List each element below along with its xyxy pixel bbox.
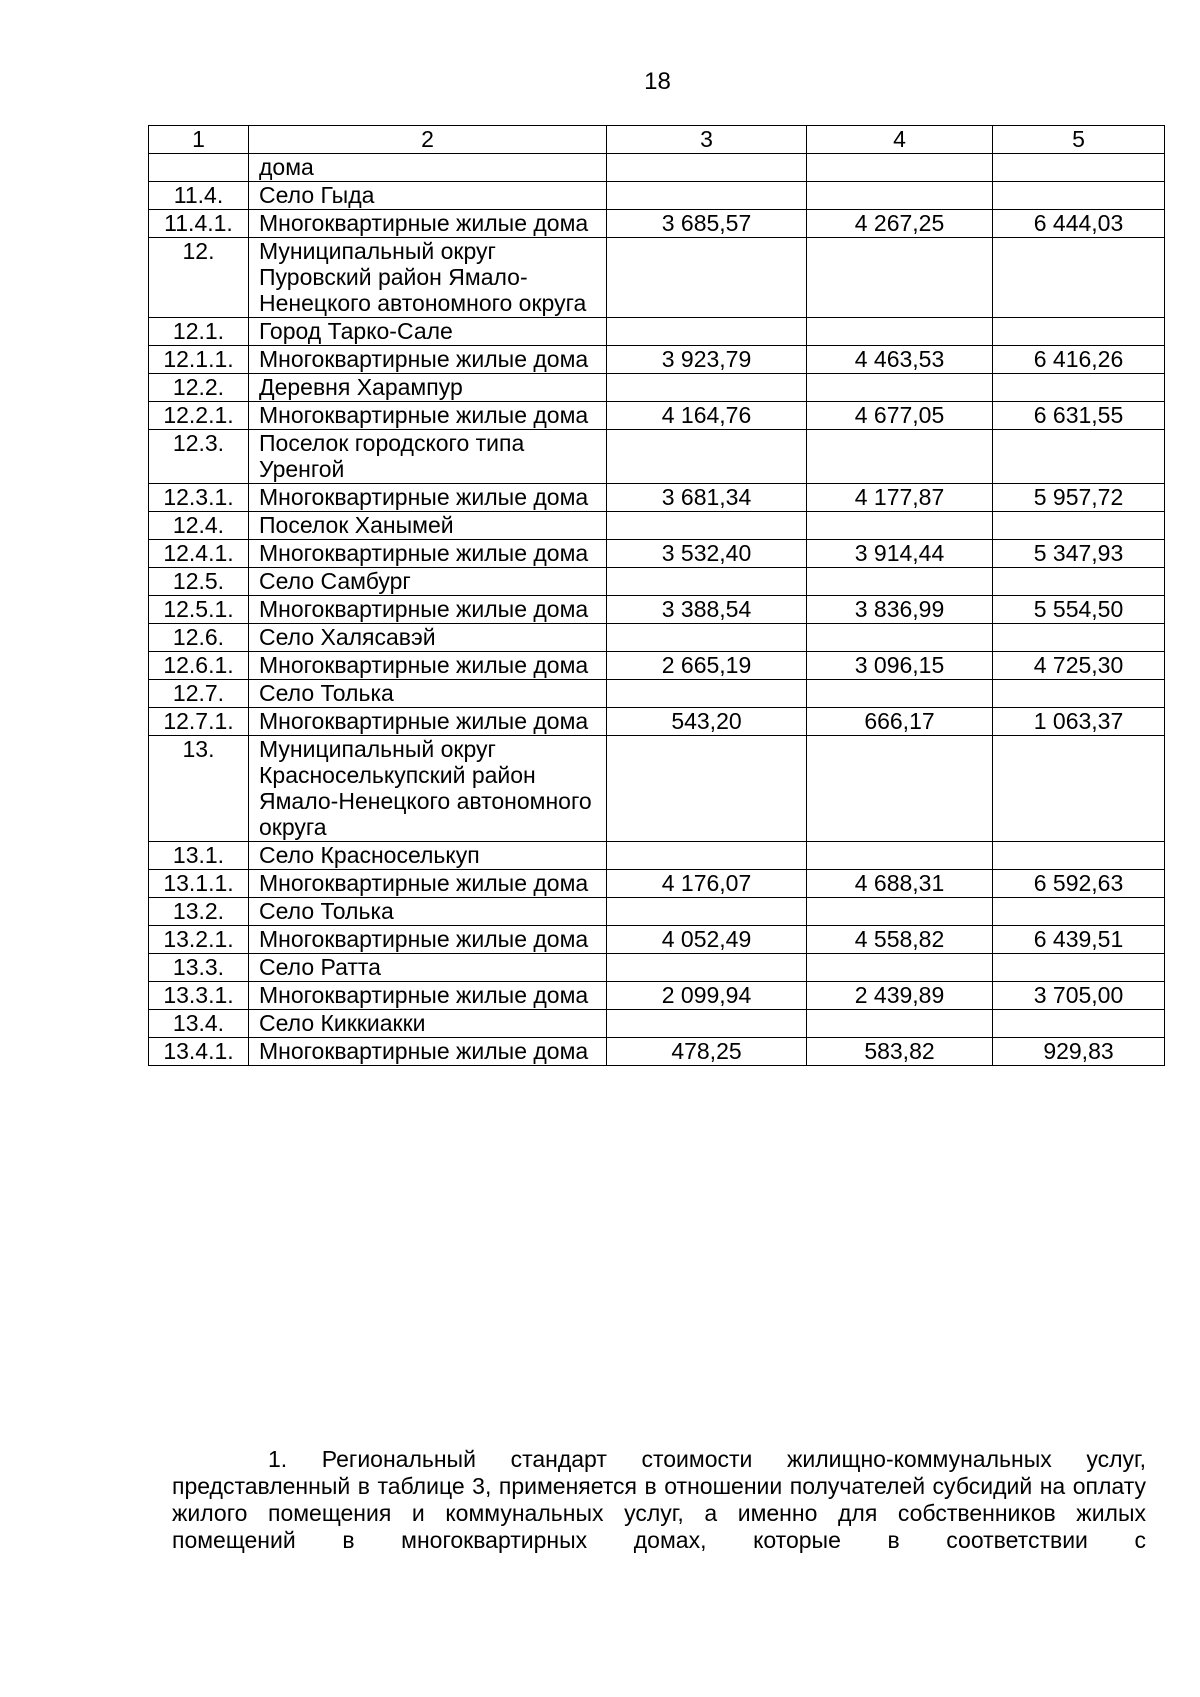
row-name-cell: Муниципальный округ Пуровский район Ямало-Ненецкого автономного округа: [249, 238, 607, 318]
footnote-text: 1. Региональный стандарт стоимости жилищно-коммунальных услуг, представленный в таблице 3, применяется в отношении получателей субсидий на оплату жилого помещения и коммунальных услуг, а именно для собственников жилых помещений в многоквартирных домах, которые в соответствии с: [172, 1446, 1146, 1553]
row-number-cell: 12.4.: [149, 512, 249, 540]
row-value-cell-4: 3 914,44: [807, 540, 993, 568]
row-value-cell-3: [607, 898, 807, 926]
table-row: [149, 680, 1165, 708]
table-row: [149, 512, 1165, 540]
table-row: [149, 374, 1165, 402]
row-number-cell: [149, 154, 249, 182]
row-number-cell: 13.4.1.: [149, 1038, 249, 1066]
row-name-cell: Село Гыда: [249, 182, 607, 210]
row-value-cell-5: [993, 512, 1165, 540]
table-row: [149, 954, 1165, 982]
row-value-cell-5: [993, 318, 1165, 346]
row-number-cell: 11.4.1.: [149, 210, 249, 238]
row-name-cell: Село Киккиакки: [249, 1010, 607, 1038]
row-value-cell-4: [807, 624, 993, 652]
table-row: [149, 210, 1165, 238]
row-number-cell: 13.3.1.: [149, 982, 249, 1010]
row-value-cell-4: [807, 182, 993, 210]
row-value-cell-5: 6 592,63: [993, 870, 1165, 898]
row-value-cell-5: [993, 568, 1165, 596]
row-name-cell: Село Красноселькуп: [249, 842, 607, 870]
row-name-cell: Многоквартирные жилые дома: [249, 402, 607, 430]
row-value-cell-3: [607, 1010, 807, 1038]
row-value-cell-5: [993, 624, 1165, 652]
row-value-cell-3: [607, 374, 807, 402]
row-value-cell-3: 478,25: [607, 1038, 807, 1066]
table-row: [149, 430, 1165, 484]
row-name-cell: Село Самбург: [249, 568, 607, 596]
row-value-cell-5: [993, 954, 1165, 982]
row-number-cell: 12.6.1.: [149, 652, 249, 680]
header-cell: 5: [993, 126, 1165, 154]
row-value-cell-5: [993, 680, 1165, 708]
row-value-cell-5: 6 631,55: [993, 402, 1165, 430]
row-value-cell-4: [807, 512, 993, 540]
row-name-cell: Многоквартирные жилые дома: [249, 652, 607, 680]
row-name-cell: Многоквартирные жилые дома: [249, 346, 607, 374]
row-value-cell-3: 2 099,94: [607, 982, 807, 1010]
row-value-cell-3: [607, 512, 807, 540]
row-number-cell: 12.3.: [149, 430, 249, 484]
row-value-cell-4: [807, 374, 993, 402]
table-row: [149, 484, 1165, 512]
table-row: [149, 154, 1165, 182]
row-value-cell-4: [807, 318, 993, 346]
row-number-cell: 11.4.: [149, 182, 249, 210]
row-number-cell: 12.5.1.: [149, 596, 249, 624]
table-row: [149, 926, 1165, 954]
row-value-cell-4: [807, 842, 993, 870]
row-value-cell-5: 1 063,37: [993, 708, 1165, 736]
row-value-cell-4: 4 463,53: [807, 346, 993, 374]
row-name-cell: Муниципальный округ Красноселькупский район Ямало-Ненецкого автономного округа: [249, 736, 607, 842]
row-value-cell-4: [807, 238, 993, 318]
row-name-cell: Многоквартирные жилые дома: [249, 540, 607, 568]
table-row: [149, 1010, 1165, 1038]
row-name-cell: Многоквартирные жилые дома: [249, 210, 607, 238]
row-number-cell: 13.1.1.: [149, 870, 249, 898]
row-value-cell-5: [993, 736, 1165, 842]
row-value-cell-3: [607, 318, 807, 346]
row-value-cell-5: 929,83: [993, 1038, 1165, 1066]
table-row: [149, 596, 1165, 624]
row-name-cell: Село Ратта: [249, 954, 607, 982]
row-value-cell-3: [607, 430, 807, 484]
row-value-cell-3: 4 052,49: [607, 926, 807, 954]
row-name-cell: Поселок городского типа Уренгой: [249, 430, 607, 484]
row-value-cell-4: 583,82: [807, 1038, 993, 1066]
row-value-cell-4: [807, 568, 993, 596]
row-value-cell-3: 4 164,76: [607, 402, 807, 430]
row-name-cell: Многоквартирные жилые дома: [249, 484, 607, 512]
row-value-cell-5: [993, 1010, 1165, 1038]
row-name-cell: Село Толька: [249, 898, 607, 926]
footnote-paragraph: [172, 1446, 1146, 1554]
row-value-cell-3: [607, 736, 807, 842]
row-number-cell: 12.5.: [149, 568, 249, 596]
row-value-cell-5: [993, 374, 1165, 402]
row-value-cell-3: [607, 182, 807, 210]
row-value-cell-5: 5 554,50: [993, 596, 1165, 624]
table-row: [149, 238, 1165, 318]
header-cell: 3: [607, 126, 807, 154]
table-row: [149, 870, 1165, 898]
row-name-cell: Село Толька: [249, 680, 607, 708]
row-value-cell-5: [993, 238, 1165, 318]
row-value-cell-3: [607, 238, 807, 318]
row-value-cell-4: [807, 954, 993, 982]
row-name-cell: Село Халясавэй: [249, 624, 607, 652]
row-number-cell: 12.4.1.: [149, 540, 249, 568]
row-value-cell-5: [993, 898, 1165, 926]
row-number-cell: 12.7.1.: [149, 708, 249, 736]
table-row: [149, 898, 1165, 926]
table-row: [149, 842, 1165, 870]
row-value-cell-5: [993, 842, 1165, 870]
page-number: 18: [644, 68, 671, 95]
table-row: [149, 402, 1165, 430]
row-number-cell: 13.2.1.: [149, 926, 249, 954]
row-value-cell-4: 666,17: [807, 708, 993, 736]
row-value-cell-3: 3 923,79: [607, 346, 807, 374]
row-number-cell: 12.2.1.: [149, 402, 249, 430]
row-value-cell-4: 4 688,31: [807, 870, 993, 898]
row-value-cell-4: [807, 736, 993, 842]
row-value-cell-4: 4 677,05: [807, 402, 993, 430]
row-value-cell-3: 4 176,07: [607, 870, 807, 898]
header-cell: 1: [149, 126, 249, 154]
row-value-cell-4: [807, 154, 993, 182]
row-value-cell-4: [807, 898, 993, 926]
row-name-cell: Многоквартирные жилые дома: [249, 926, 607, 954]
row-number-cell: 12.7.: [149, 680, 249, 708]
table-row: [149, 982, 1165, 1010]
row-number-cell: 13.: [149, 736, 249, 842]
row-value-cell-4: [807, 430, 993, 484]
row-value-cell-5: 5 957,72: [993, 484, 1165, 512]
table-row: [149, 346, 1165, 374]
row-value-cell-3: 3 681,34: [607, 484, 807, 512]
table-row: [149, 568, 1165, 596]
row-value-cell-5: [993, 182, 1165, 210]
row-number-cell: 13.1.: [149, 842, 249, 870]
row-value-cell-3: [607, 954, 807, 982]
table-row: [149, 652, 1165, 680]
row-value-cell-3: [607, 154, 807, 182]
row-name-cell: Многоквартирные жилые дома: [249, 708, 607, 736]
row-value-cell-4: [807, 680, 993, 708]
row-value-cell-3: 3 388,54: [607, 596, 807, 624]
row-number-cell: 12.1.: [149, 318, 249, 346]
row-number-cell: 12.1.1.: [149, 346, 249, 374]
table-row: [149, 540, 1165, 568]
row-value-cell-3: 3 685,57: [607, 210, 807, 238]
row-value-cell-4: 4 558,82: [807, 926, 993, 954]
row-value-cell-4: 3 836,99: [807, 596, 993, 624]
row-name-cell: Многоквартирные жилые дома: [249, 596, 607, 624]
table-row: [149, 182, 1165, 210]
row-value-cell-3: [607, 680, 807, 708]
row-name-cell: Многоквартирные жилые дома: [249, 870, 607, 898]
row-number-cell: 13.3.: [149, 954, 249, 982]
row-value-cell-3: 3 532,40: [607, 540, 807, 568]
table-row: [149, 1038, 1165, 1066]
row-value-cell-5: 5 347,93: [993, 540, 1165, 568]
row-value-cell-3: 2 665,19: [607, 652, 807, 680]
row-value-cell-3: [607, 842, 807, 870]
row-value-cell-5: 6 444,03: [993, 210, 1165, 238]
header-cell: 2: [249, 126, 607, 154]
row-number-cell: 13.4.: [149, 1010, 249, 1038]
row-value-cell-5: 4 725,30: [993, 652, 1165, 680]
row-number-cell: 12.6.: [149, 624, 249, 652]
row-name-cell: Город Тарко-Сале: [249, 318, 607, 346]
row-value-cell-4: [807, 1010, 993, 1038]
row-name-cell: Поселок Ханымей: [249, 512, 607, 540]
table-row: [149, 624, 1165, 652]
row-value-cell-4: 4 177,87: [807, 484, 993, 512]
row-value-cell-5: [993, 154, 1165, 182]
row-value-cell-4: 2 439,89: [807, 982, 993, 1010]
row-name-cell: Деревня Харампур: [249, 374, 607, 402]
row-number-cell: 12.: [149, 238, 249, 318]
row-value-cell-5: 6 416,26: [993, 346, 1165, 374]
row-value-cell-3: 543,20: [607, 708, 807, 736]
table-row: [149, 736, 1165, 842]
row-value-cell-5: 6 439,51: [993, 926, 1165, 954]
row-value-cell-3: [607, 568, 807, 596]
header-cell: 4: [807, 126, 993, 154]
row-name-cell: Многоквартирные жилые дома: [249, 1038, 607, 1066]
table-header-row: [149, 126, 1165, 154]
row-value-cell-5: 3 705,00: [993, 982, 1165, 1010]
row-number-cell: 13.2.: [149, 898, 249, 926]
row-name-cell: Многоквартирные жилые дома: [249, 982, 607, 1010]
row-number-cell: 12.2.: [149, 374, 249, 402]
row-number-cell: 12.3.1.: [149, 484, 249, 512]
row-value-cell-3: [607, 624, 807, 652]
table-row: [149, 708, 1165, 736]
tariff-table: [148, 125, 1165, 1066]
row-value-cell-4: 4 267,25: [807, 210, 993, 238]
row-value-cell-5: [993, 430, 1165, 484]
table-row: [149, 318, 1165, 346]
row-name-cell: дома: [249, 154, 607, 182]
row-value-cell-4: 3 096,15: [807, 652, 993, 680]
